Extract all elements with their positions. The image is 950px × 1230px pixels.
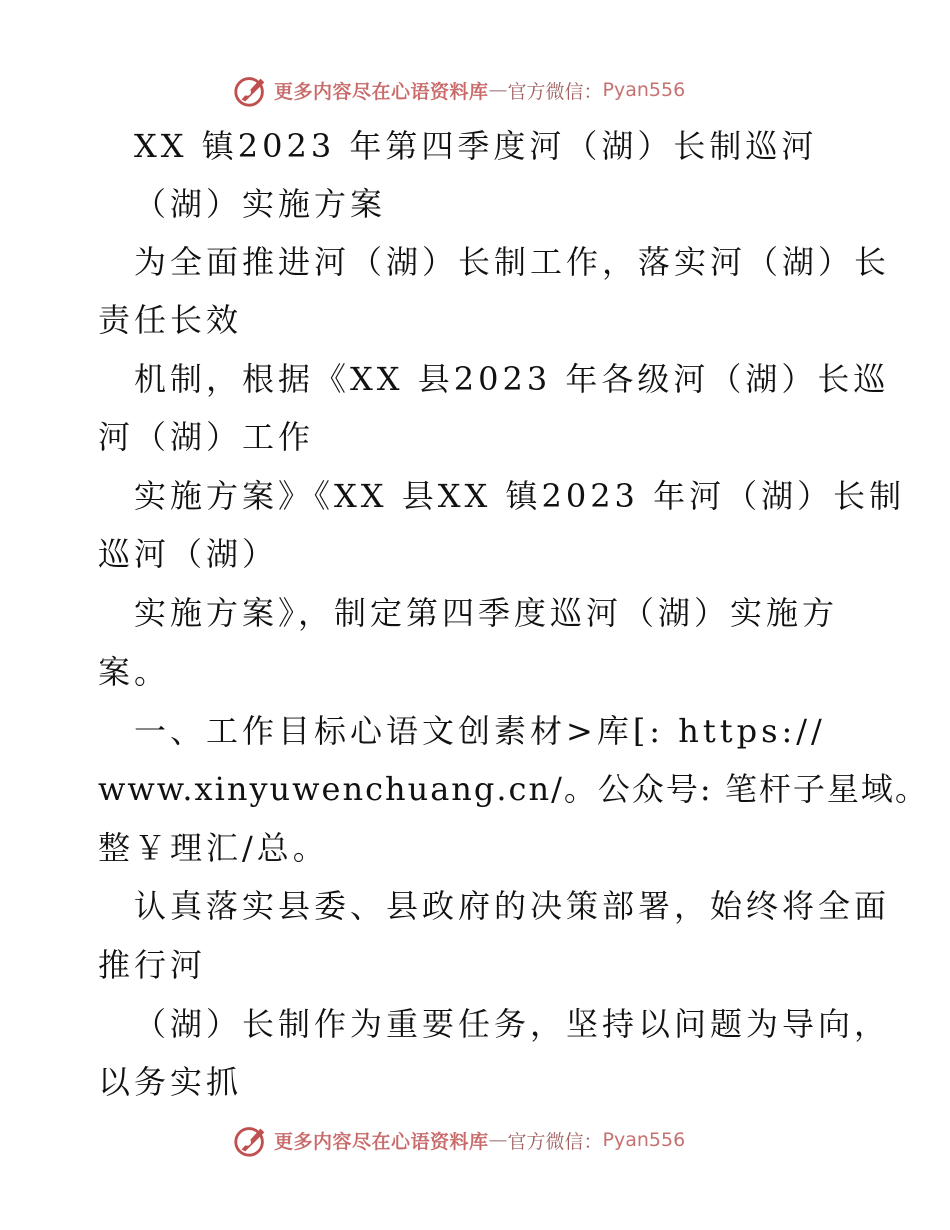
body-line: 责任长效 [98, 301, 243, 339]
watermark-dash: — [488, 1129, 508, 1151]
body-line: 巡河（湖） [98, 535, 279, 573]
section-heading: 一、工作目标心语文创素材>库[: https:// [134, 712, 826, 750]
body-line: 河（湖）工作 [98, 418, 315, 456]
title-line-1: XX 镇2023 年第四季度河（湖）长制巡河 [134, 127, 818, 165]
watermark-wechat-label: 官方微信： [507, 80, 603, 103]
body-line: 机制，根据《XX 县2023 年各级河（湖）长巡 [134, 360, 890, 398]
body-line: 实施方案》《XX 县XX 镇2023 年河（湖）长制 [134, 477, 906, 515]
body-line: 整￥理汇/总。 [98, 829, 329, 867]
body-line: 推行河 [98, 946, 207, 984]
watermark-wechat-id: Pyan556 [602, 79, 686, 101]
body-line: （湖）长制作为重要任务，坚持以问题为导向， [134, 1005, 891, 1043]
body-line: 以务实抓 [98, 1063, 243, 1101]
watermark-main-text: 更多内容尽在心语资料库 [274, 80, 489, 103]
title-line-2: （湖）实施方案 [134, 185, 387, 223]
watermark-wechat-label: 官方微信： [507, 1130, 603, 1153]
body-line: 为全面推进河（湖）长制工作，落实河（湖）长 [134, 243, 891, 281]
watermark-main-text: 更多内容尽在心语资料库 [274, 1130, 489, 1153]
quill-logo-icon [232, 1121, 270, 1159]
header-watermark [232, 70, 685, 110]
body-line: 案。 [98, 653, 171, 691]
watermark-wechat-id: Pyan556 [602, 1129, 686, 1151]
body-line: 实施方案》，制定第四季度巡河（湖）实施方 [134, 594, 839, 632]
body-line: www.xinyuwenchuang.cn/。公众号: 笔杆子星域。 [98, 770, 929, 808]
body-line: 认真落实县委、县政府的决策部署，始终将全面 [134, 887, 891, 925]
quill-logo-icon [232, 71, 270, 109]
footer-watermark [232, 1120, 685, 1160]
watermark-dash: — [488, 79, 508, 101]
